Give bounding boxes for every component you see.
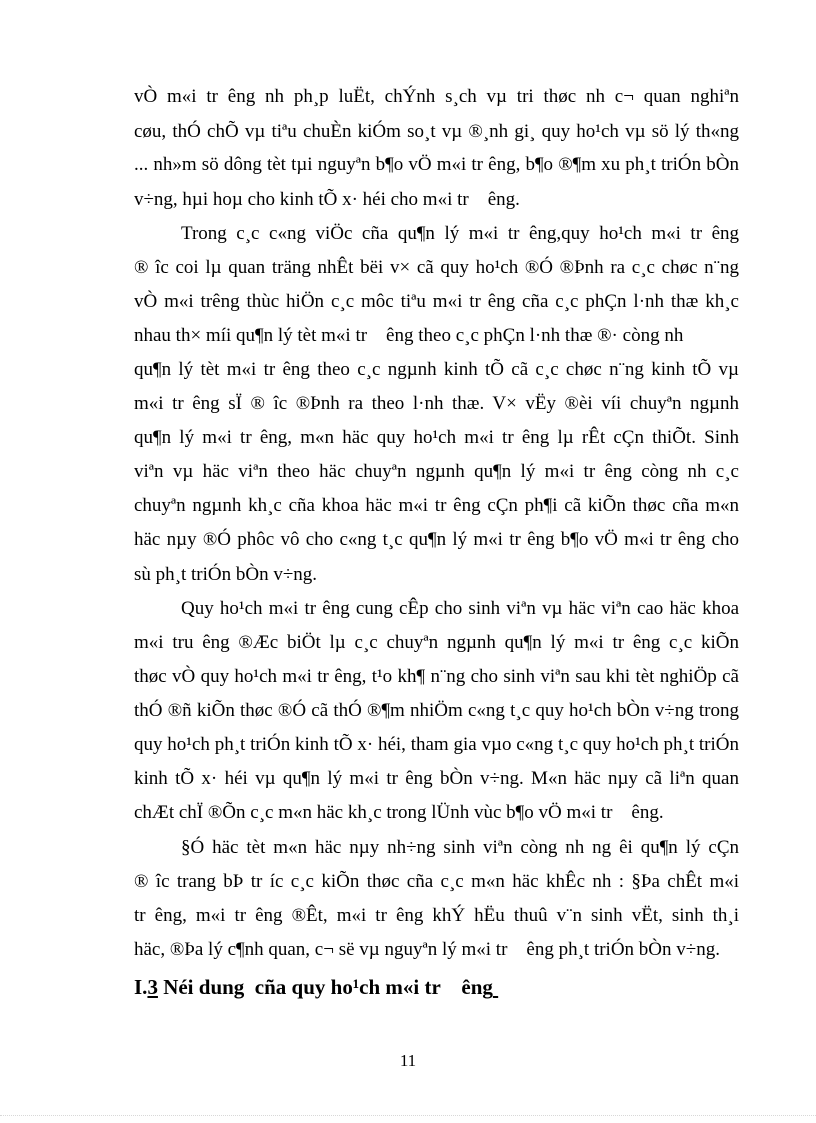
page-bottom-divider: [0, 1115, 816, 1116]
text-line: vÒ m«i trêng thùc hiÖn c¸c môc tiªu m«i tr êng cña c¸c phÇn l·nh thæ kh¸c: [134, 291, 739, 312]
text-line: qu¶n lý tèt m«i tr êng theo c¸c ngµnh kinh tÕ cã c¸c chøc n¨ng kinh tÕ vµ: [134, 359, 739, 380]
text-line: ® îc coi lµ quan träng nhÊt bëi v× cã quy ho¹ch ®Ó ®Þnh ra c¸c chøc n¨ng: [134, 257, 739, 278]
text-line: §Ó häc tèt m«n häc nµy nh÷ng sinh viªn còng nh ng êi qu¶n lý cÇn: [181, 837, 739, 858]
text-line: kinh tÕ x· héi vµ qu¶n lý m«i tr êng bÒn v÷ng. M«n häc nµy cã liªn quan: [134, 768, 739, 789]
text-line: nhau th× míi qu¶n lý tèt m«i tr êng theo c¸c phÇn l·nh thæ ®· còng nh: [134, 325, 684, 346]
text-line: chuyªn ngµnh kh¸c cña khoa häc m«i tr êng cÇn ph¶i cã kiÕn thøc cña m«n: [134, 495, 739, 516]
text-line: häc, ®Þa lý c¶nh quan, c¬ së vµ nguyªn lý m«i tr êng ph¸t triÓn bÒn v÷ng.: [134, 939, 720, 960]
text-line: vÒ m«i tr êng nh ph¸p luËt, chÝnh s¸ch vµ tri thøc nh c¬ quan nghiªn: [134, 86, 739, 107]
text-line: qu¶n lý m«i tr êng, m«n häc quy ho¹ch m«i tr êng lµ rÊt cÇn thiÕt. Sinh: [134, 427, 739, 448]
text-line: m«i tru êng ®Æc biÖt lµ c¸c chuyªn ngµnh qu¶n lý m«i tr êng c¸c kiÕn: [134, 632, 739, 653]
section-prefix: I.: [134, 975, 148, 999]
text-line: v÷ng, hµi hoµ cho kinh tÕ x· héi cho m«i tr êng.: [134, 189, 520, 210]
section-title: Néi dung cña quy ho¹ch m«i tr êng: [157, 975, 493, 999]
text-line: chÆt chÏ ®Õn c¸c m«n häc kh¸c trong lÜnh vùc b¶o vÖ m«i tr êng.: [134, 802, 664, 823]
text-line: thÓ ®ñ kiÕn thøc ®Ó cã thÓ ®¶m nhiÖm c«ng t¸c quy ho¹ch bÒn v÷ng trong: [134, 700, 739, 721]
text-line: Trong c¸c c«ng viÖc cña qu¶n lý m«i tr êng,quy ho¹ch m«i tr êng: [181, 223, 739, 244]
text-line: m«i tr êng sÏ ® îc ®Þnh ra theo l·nh thæ. V× vËy ®èi víi chuyªn ngµnh: [134, 393, 739, 414]
section-number: 3: [147, 975, 158, 999]
section-trail: [493, 975, 498, 999]
page-number: 11: [399, 1051, 417, 1070]
text-line: cøu, thÓ chÕ vµ tiªu chuÈn kiÓm so¸t vµ ®¸nh gi¸ quy ho¹ch vµ sö lý th«ng: [134, 121, 739, 142]
text-line: Quy ho¹ch m«i tr êng cung cÊp cho sinh viªn vµ häc viªn cao häc khoa: [181, 598, 739, 619]
text-line: tr êng, m«i tr êng ®Êt, m«i tr êng khÝ hËu thuû v¨n sinh vËt, sinh th¸i: [134, 905, 739, 926]
text-line: viªn vµ häc viªn theo häc chuyªn ngµnh qu¶n lý m«i tr êng còng nh c¸c: [134, 461, 739, 482]
text-line: ... nh»m sö dông tèt tµi nguyªn b¶o vÖ m«i tr êng, b¶o ®¶m xu ph¸t triÓn bÒn: [134, 154, 739, 175]
text-line: häc nµy ®Ó phôc vô cho c«ng t¸c qu¶n lý m«i tr êng b¶o vÖ m«i tr êng cho: [134, 529, 739, 550]
text-line: thøc vÒ quy ho¹ch m«i tr êng, t¹o kh¶ n¨ng cho sinh viªn sau khi tèt nghiÖp cã: [134, 666, 739, 687]
text-line: quy ho¹ch ph¸t triÓn kinh tÕ x· héi, tham gia vµo c«ng t¸c quy ho¹ch ph¸t triÓn: [134, 734, 739, 755]
text-line: ® îc trang bÞ tr íc c¸c kiÕn thøc cña c¸c m«n häc khÊc nh : §Þa chÊt m«i: [134, 871, 739, 892]
section-heading: [134, 973, 498, 1001]
text-line: sù ph¸t triÓn bÒn v÷ng.: [134, 564, 318, 585]
